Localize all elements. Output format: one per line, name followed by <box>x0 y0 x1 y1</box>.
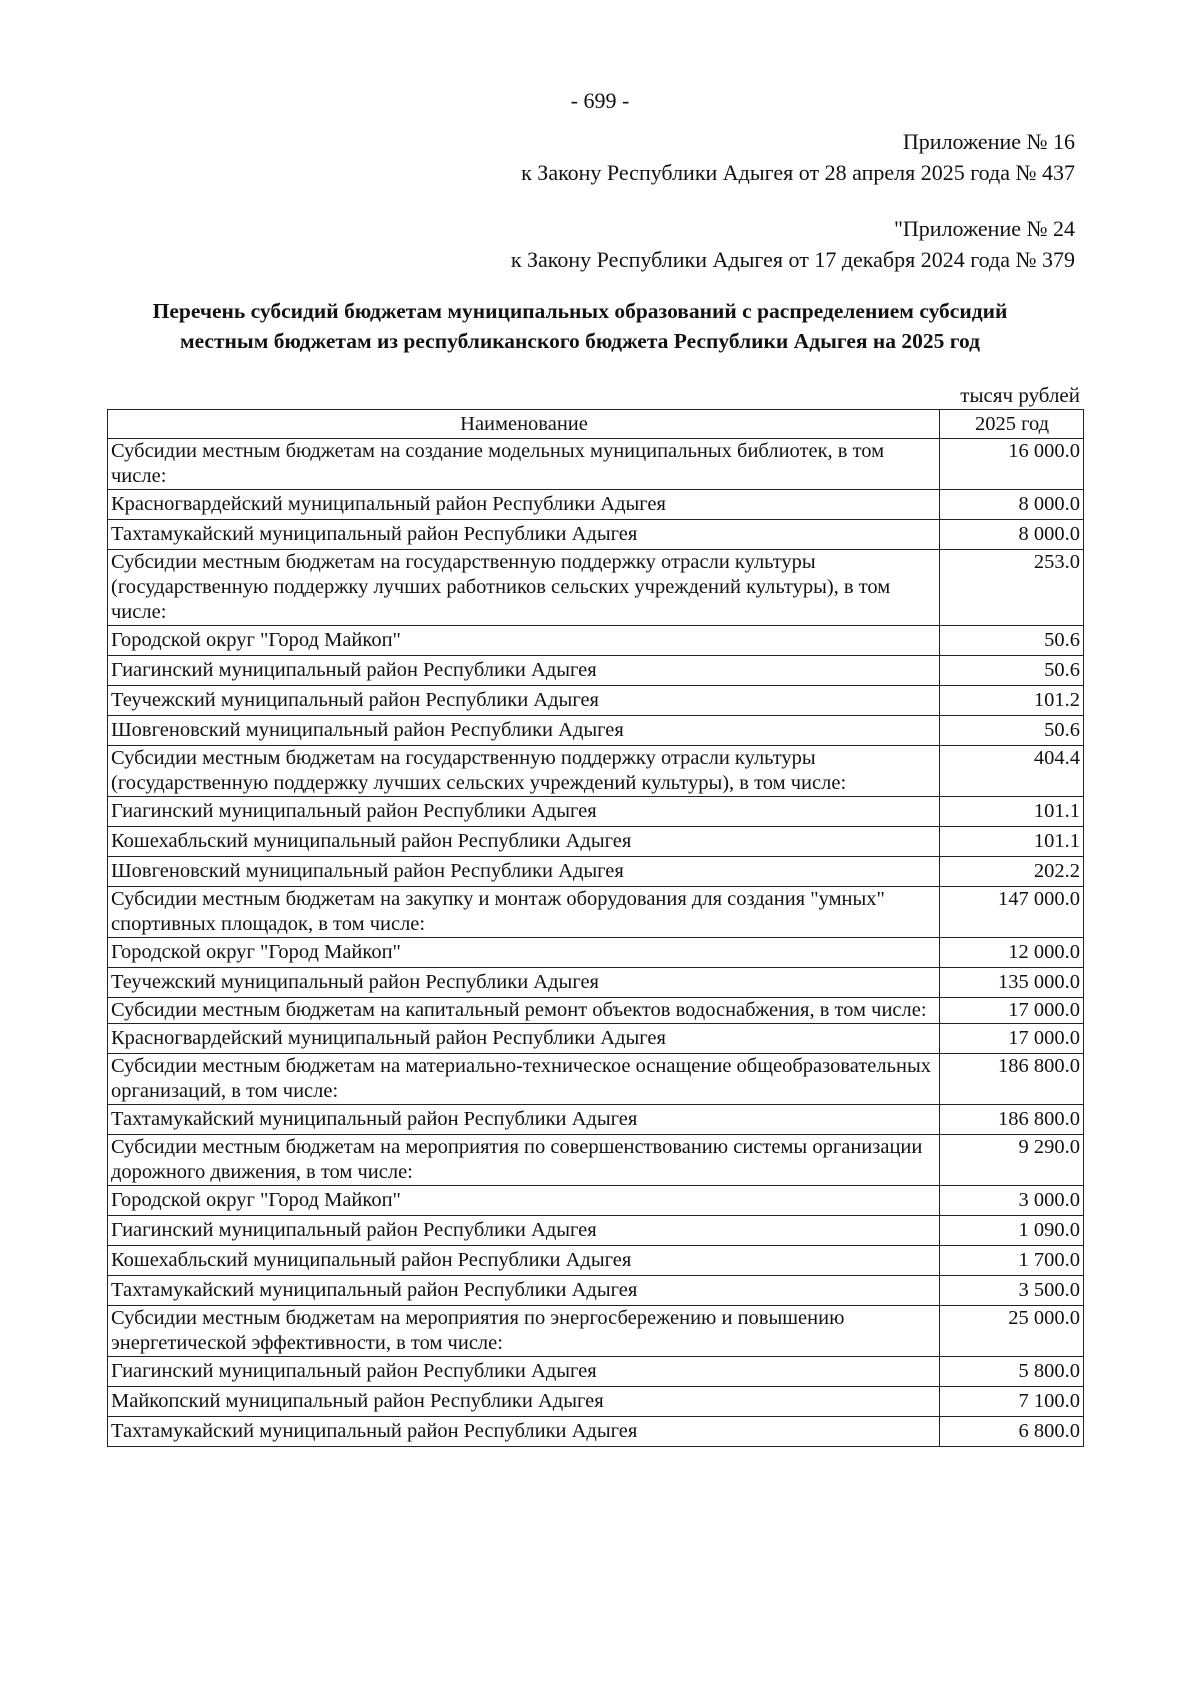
row-amount-cell: 16 000.0 <box>940 439 1084 490</box>
row-name-cell: Тахтамукайский муниципальный район Республики Адыгея <box>108 1417 940 1447</box>
row-name-cell: Гиагинский муниципальный район Республики Адыгея <box>108 797 940 827</box>
table-row <box>108 716 1084 746</box>
table-row <box>108 1306 1084 1357</box>
row-amount-cell: 8 000.0 <box>940 520 1084 550</box>
row-amount-cell: 9 290.0 <box>940 1135 1084 1186</box>
row-amount-cell: 50.6 <box>940 656 1084 686</box>
table-row <box>108 968 1084 998</box>
row-name-cell: Субсидии местным бюджетам на мероприятия по энергосбережению и повышению энергетической эффективности, в том числе: <box>108 1306 940 1357</box>
table-row <box>108 746 1084 797</box>
document-title-line2: местным бюджетам из республиканского бюджета Республики Адыгея на 2025 год <box>179 329 981 353</box>
row-amount-cell: 50.6 <box>940 626 1084 656</box>
row-name-cell: Городской округ "Город Майкоп" <box>108 938 940 968</box>
row-name-cell: Городской округ "Город Майкоп" <box>108 1186 940 1216</box>
row-name-cell: Теучежский муниципальный район Республики Адыгея <box>108 968 940 998</box>
row-amount-cell: 25 000.0 <box>940 1306 1084 1357</box>
row-amount-cell: 147 000.0 <box>940 887 1084 938</box>
table-row <box>108 656 1084 686</box>
table-row <box>108 1246 1084 1276</box>
row-name-cell: Субсидии местным бюджетам на государственную поддержку отрасли культуры (государственную поддержку лучших сельских учреждений культуры), в том числе: <box>108 746 940 797</box>
table-row <box>108 1135 1084 1186</box>
row-name-cell: Субсидии местным бюджетам на материально-техническое оснащение общеобразовательных организаций, в том числе: <box>108 1054 940 1105</box>
table-row <box>108 1276 1084 1306</box>
row-name-cell: Субсидии местным бюджетам на закупку и монтаж оборудования для создания "умных" спортивных площадок, в том числе: <box>108 887 940 938</box>
table-row <box>108 857 1084 887</box>
document-title-line1: Перечень субсидий бюджетам муниципальных образований с распределением субсидий <box>152 299 1008 323</box>
row-name-cell: Субсидии местным бюджетам на создание модельных муниципальных библиотек, в том числе: <box>108 439 940 490</box>
row-amount-cell: 7 100.0 <box>940 1387 1084 1417</box>
header-year: 2025 год <box>940 410 1084 439</box>
row-amount-cell: 12 000.0 <box>940 938 1084 968</box>
row-amount-cell: 101.2 <box>940 686 1084 716</box>
row-name-cell: Тахтамукайский муниципальный район Республики Адыгея <box>108 520 940 550</box>
row-name-cell: Гиагинский муниципальный район Республики Адыгея <box>108 1216 940 1246</box>
document-title <box>80 296 1080 356</box>
row-amount-cell: 404.4 <box>940 746 1084 797</box>
table-row <box>108 1216 1084 1246</box>
table-row <box>108 520 1084 550</box>
row-name-cell: Теучежский муниципальный район Республики Адыгея <box>108 686 940 716</box>
appendix-old-line2: к Закону Республики Адыгея от 17 декабря 2024 года № 379 <box>510 247 1075 272</box>
table-row <box>108 887 1084 938</box>
table-row <box>108 1387 1084 1417</box>
page-number: - 699 - <box>570 88 630 113</box>
table-row <box>108 1024 1084 1054</box>
row-name-cell: Субсидии местным бюджетам на государственную поддержку отрасли культуры (государственную поддержку лучших работников сельских учреждений культуры), в том числе: <box>108 550 940 626</box>
row-name-cell: Субсидии местным бюджетам на капитальный ремонт объектов водоснабжения, в том числе: <box>108 998 940 1024</box>
row-name-cell: Тахтамукайский муниципальный район Республики Адыгея <box>108 1105 940 1135</box>
row-name-cell: Кошехабльский муниципальный район Республики Адыгея <box>108 1246 940 1276</box>
table-row <box>108 1186 1084 1216</box>
row-amount-cell: 3 000.0 <box>940 1186 1084 1216</box>
table-row <box>108 550 1084 626</box>
row-amount-cell: 186 800.0 <box>940 1105 1084 1135</box>
table-row <box>108 490 1084 520</box>
row-amount-cell: 101.1 <box>940 797 1084 827</box>
appendix-old-line1: "Приложение № 24 <box>893 216 1075 241</box>
row-amount-cell: 101.1 <box>940 827 1084 857</box>
table-body <box>108 439 1084 1447</box>
row-amount-cell: 8 000.0 <box>940 490 1084 520</box>
row-amount-cell: 17 000.0 <box>940 998 1084 1024</box>
table-row <box>108 626 1084 656</box>
table-row <box>108 686 1084 716</box>
row-amount-cell: 135 000.0 <box>940 968 1084 998</box>
header-name: Наименование <box>108 410 940 439</box>
appendix-new-line2: к Закону Республики Адыгея от 28 апреля 2025 года № 437 <box>521 160 1075 185</box>
row-name-cell: Субсидии местным бюджетам на мероприятия по совершенствованию системы организации дорожного движения, в том числе: <box>108 1135 940 1186</box>
row-amount-cell: 50.6 <box>940 716 1084 746</box>
appendix-new-line1: Приложение № 16 <box>902 129 1075 154</box>
row-amount-cell: 186 800.0 <box>940 1054 1084 1105</box>
subsidies-table <box>107 409 1084 1447</box>
table-row <box>108 797 1084 827</box>
table-row <box>108 938 1084 968</box>
row-amount-cell: 1 700.0 <box>940 1246 1084 1276</box>
table-row <box>108 1054 1084 1105</box>
table-row <box>108 1105 1084 1135</box>
row-name-cell: Гиагинский муниципальный район Республики Адыгея <box>108 656 940 686</box>
units-label: тысяч рублей <box>960 383 1080 407</box>
table-row <box>108 998 1084 1024</box>
row-name-cell: Красногвардейский муниципальный район Республики Адыгея <box>108 1024 940 1054</box>
row-name-cell: Шовгеновский муниципальный район Республики Адыгея <box>108 857 940 887</box>
appendix-reference-new <box>521 126 1075 188</box>
row-name-cell: Тахтамукайский муниципальный район Республики Адыгея <box>108 1276 940 1306</box>
table-row <box>108 827 1084 857</box>
row-name-cell: Шовгеновский муниципальный район Республики Адыгея <box>108 716 940 746</box>
row-amount-cell: 202.2 <box>940 857 1084 887</box>
row-amount-cell: 5 800.0 <box>940 1357 1084 1387</box>
row-name-cell: Гиагинский муниципальный район Республики Адыгея <box>108 1357 940 1387</box>
row-name-cell: Кошехабльский муниципальный район Республики Адыгея <box>108 827 940 857</box>
row-amount-cell: 253.0 <box>940 550 1084 626</box>
row-amount-cell: 17 000.0 <box>940 1024 1084 1054</box>
table-row <box>108 439 1084 490</box>
row-amount-cell: 3 500.0 <box>940 1276 1084 1306</box>
row-name-cell: Красногвардейский муниципальный район Республики Адыгея <box>108 490 940 520</box>
appendix-reference-old <box>511 213 1075 275</box>
table-row <box>108 1417 1084 1447</box>
row-amount-cell: 6 800.0 <box>940 1417 1084 1447</box>
row-name-cell: Городской округ "Город Майкоп" <box>108 626 940 656</box>
table-row <box>108 1357 1084 1387</box>
row-name-cell: Майкопский муниципальный район Республики Адыгея <box>108 1387 940 1417</box>
table-header-row <box>108 410 1084 439</box>
row-amount-cell: 1 090.0 <box>940 1216 1084 1246</box>
